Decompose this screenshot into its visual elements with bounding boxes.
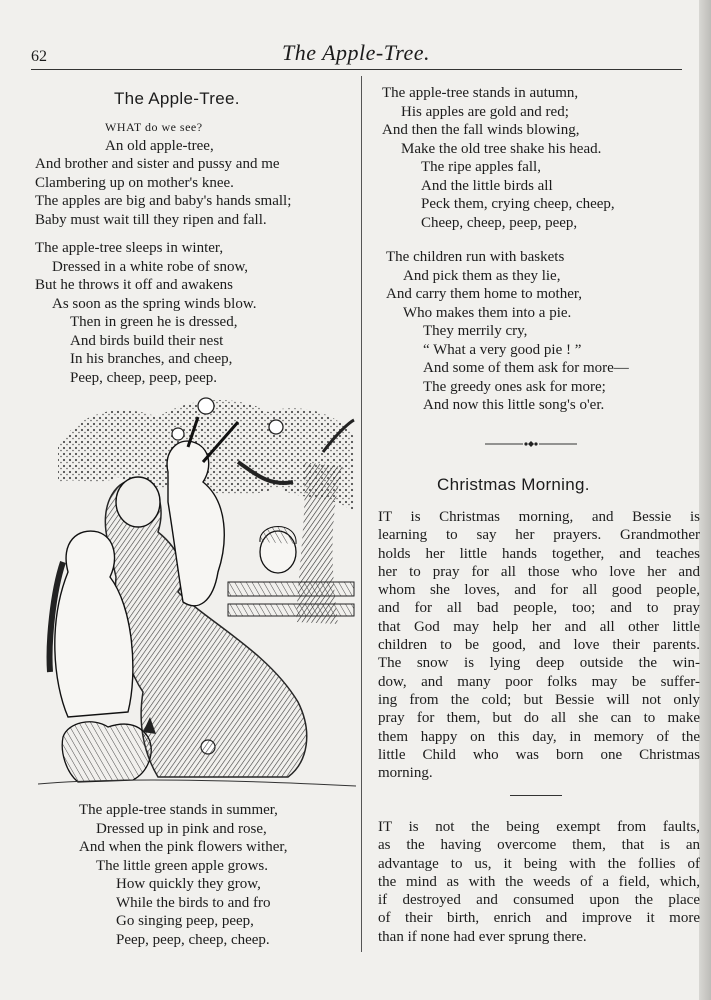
stanza-5 xyxy=(386,248,629,415)
apple xyxy=(172,428,184,440)
prose-line: her to pray for all those who love her and xyxy=(378,563,700,580)
prose-line: as the having overcome them, that is an xyxy=(378,837,700,854)
stanza-4 xyxy=(382,84,615,232)
verse-line: And the little birds all xyxy=(421,177,553,194)
verse-line: While the birds to and fro xyxy=(116,894,271,911)
verse-line: They merrily cry, xyxy=(423,323,528,339)
prose-line: morning. xyxy=(378,765,433,782)
prose-line: if destroyed and consumed upon the place xyxy=(378,892,700,909)
verse-line: The little green apple grows. xyxy=(96,857,269,874)
prose-line: IT is not the being exempt from faults, xyxy=(378,819,700,835)
column-divider xyxy=(361,76,362,952)
stanza-3 xyxy=(79,801,288,949)
verse-line: The ripe apples fall, xyxy=(421,159,541,175)
running-title: The Apple-Tree. xyxy=(282,40,431,65)
prose-line: that God may help her and all other little xyxy=(378,618,700,635)
prose-line: whom she loves, and for all good people, xyxy=(378,582,700,599)
section-rule xyxy=(510,795,562,796)
prose-line: ing from the cold; but Bessie will not only xyxy=(378,691,700,708)
verse-line: Then in green he is dressed, xyxy=(70,314,238,330)
verse-line: In his branches, and cheep, xyxy=(70,351,233,367)
prose-line: the mind as with the weeds of a field, which, xyxy=(378,873,700,890)
prose-line: of their birth, enrich and improve it more xyxy=(378,910,700,927)
verse-line xyxy=(105,118,291,137)
verse-line: And birds build their nest xyxy=(70,332,224,349)
apple xyxy=(198,398,214,414)
apple xyxy=(269,420,283,434)
prose-line: them happy on this day, in memory of the xyxy=(378,728,700,745)
stanza-1 xyxy=(35,118,291,229)
page-edge xyxy=(699,0,711,1000)
verse-line: And now this little song's o'er. xyxy=(423,397,605,413)
cat-figure xyxy=(62,722,151,782)
verse-line: And then the fall winds blowing, xyxy=(382,122,580,138)
verse-line: Dressed in a white robe of snow, xyxy=(52,258,249,275)
prose-line: children to be good, and love their parents. xyxy=(378,637,700,654)
page-number: 62 xyxy=(31,48,47,65)
verse-line: How quickly they grow, xyxy=(116,876,261,892)
prose-line: advantage to us, it being with the follies of xyxy=(378,855,700,872)
verse-line: Make the old tree shake his head. xyxy=(401,140,602,157)
verse-line: And pick them as they lie, xyxy=(403,267,561,284)
verse-line: The apples are big and baby's hands small; xyxy=(35,193,292,209)
verse-line: His apples are gold and red; xyxy=(401,103,569,120)
verse-line: Go singing peep, peep, xyxy=(116,913,254,929)
prose-line: dow, and many poor folks may be suffer- xyxy=(378,673,700,690)
prose-line: IT is Christmas morning, and Bessie is xyxy=(378,509,700,525)
maxim-paragraph xyxy=(378,818,700,946)
christmas-title: Christmas Morning. xyxy=(437,475,590,494)
verse-line: An old apple-tree, xyxy=(105,137,214,154)
verse-line: Who makes them into a pie. xyxy=(403,304,572,321)
verse-line: And brother and sister and pussy and me xyxy=(35,156,280,172)
apple-tree-illustration xyxy=(38,392,356,792)
verse-line: And when the pink flowers wither, xyxy=(79,839,288,855)
verse-line: The apple-tree stands in autumn, xyxy=(382,85,579,101)
prose-line: and for all bad people, too; and to pray xyxy=(378,600,700,617)
verse-line: Clambering up on mother's knee. xyxy=(35,174,234,191)
verse-line: The greedy ones ask for more; xyxy=(423,378,606,395)
section-ornament xyxy=(485,440,577,448)
prose-line: little Child who was born one Christmas xyxy=(378,746,700,763)
verse-line: But he throws it off and awakens xyxy=(35,277,234,293)
verse-line: Cheep, cheep, peep, peep, xyxy=(421,214,578,231)
mother-face xyxy=(116,477,160,527)
verse-line: Peep, cheep, peep, peep. xyxy=(70,369,218,386)
verse-line: And some of them ask for more— xyxy=(423,360,629,376)
verse-line-text: WHAT do we see? xyxy=(105,120,203,134)
header-rule xyxy=(31,69,682,70)
prose-line: learning to say her prayers. Grandmother xyxy=(378,527,700,544)
verse-line: And carry them home to mother, xyxy=(386,286,583,302)
verse-line: Baby must wait till they ripen and fall. xyxy=(35,211,267,228)
christmas-paragraph xyxy=(378,508,700,782)
verse-line: “ What a very good pie ! ” xyxy=(423,341,582,358)
prose-line: pray for them, but do all she can to make xyxy=(378,710,700,727)
verse-line: Peep, peep, cheep, cheep. xyxy=(116,931,270,948)
poem-title: The Apple-Tree. xyxy=(114,89,240,108)
prose-line: holds her little hands together, and teaches xyxy=(378,545,700,562)
stanza-2 xyxy=(35,239,256,387)
verse-line: The apple-tree sleeps in winter, xyxy=(35,240,224,256)
prose-line: than if none had ever sprung there. xyxy=(378,928,587,945)
verse-line: Dressed up in pink and rose, xyxy=(96,820,267,837)
prose-line: The snow is lying deep outside the win- xyxy=(378,655,700,672)
verse-line: Peck them, crying cheep, cheep, xyxy=(421,196,615,212)
verse-line: The children run with baskets xyxy=(386,249,565,265)
verse-line: As soon as the spring winds blow. xyxy=(52,295,257,312)
verse-line: The apple-tree stands in summer, xyxy=(79,802,278,818)
